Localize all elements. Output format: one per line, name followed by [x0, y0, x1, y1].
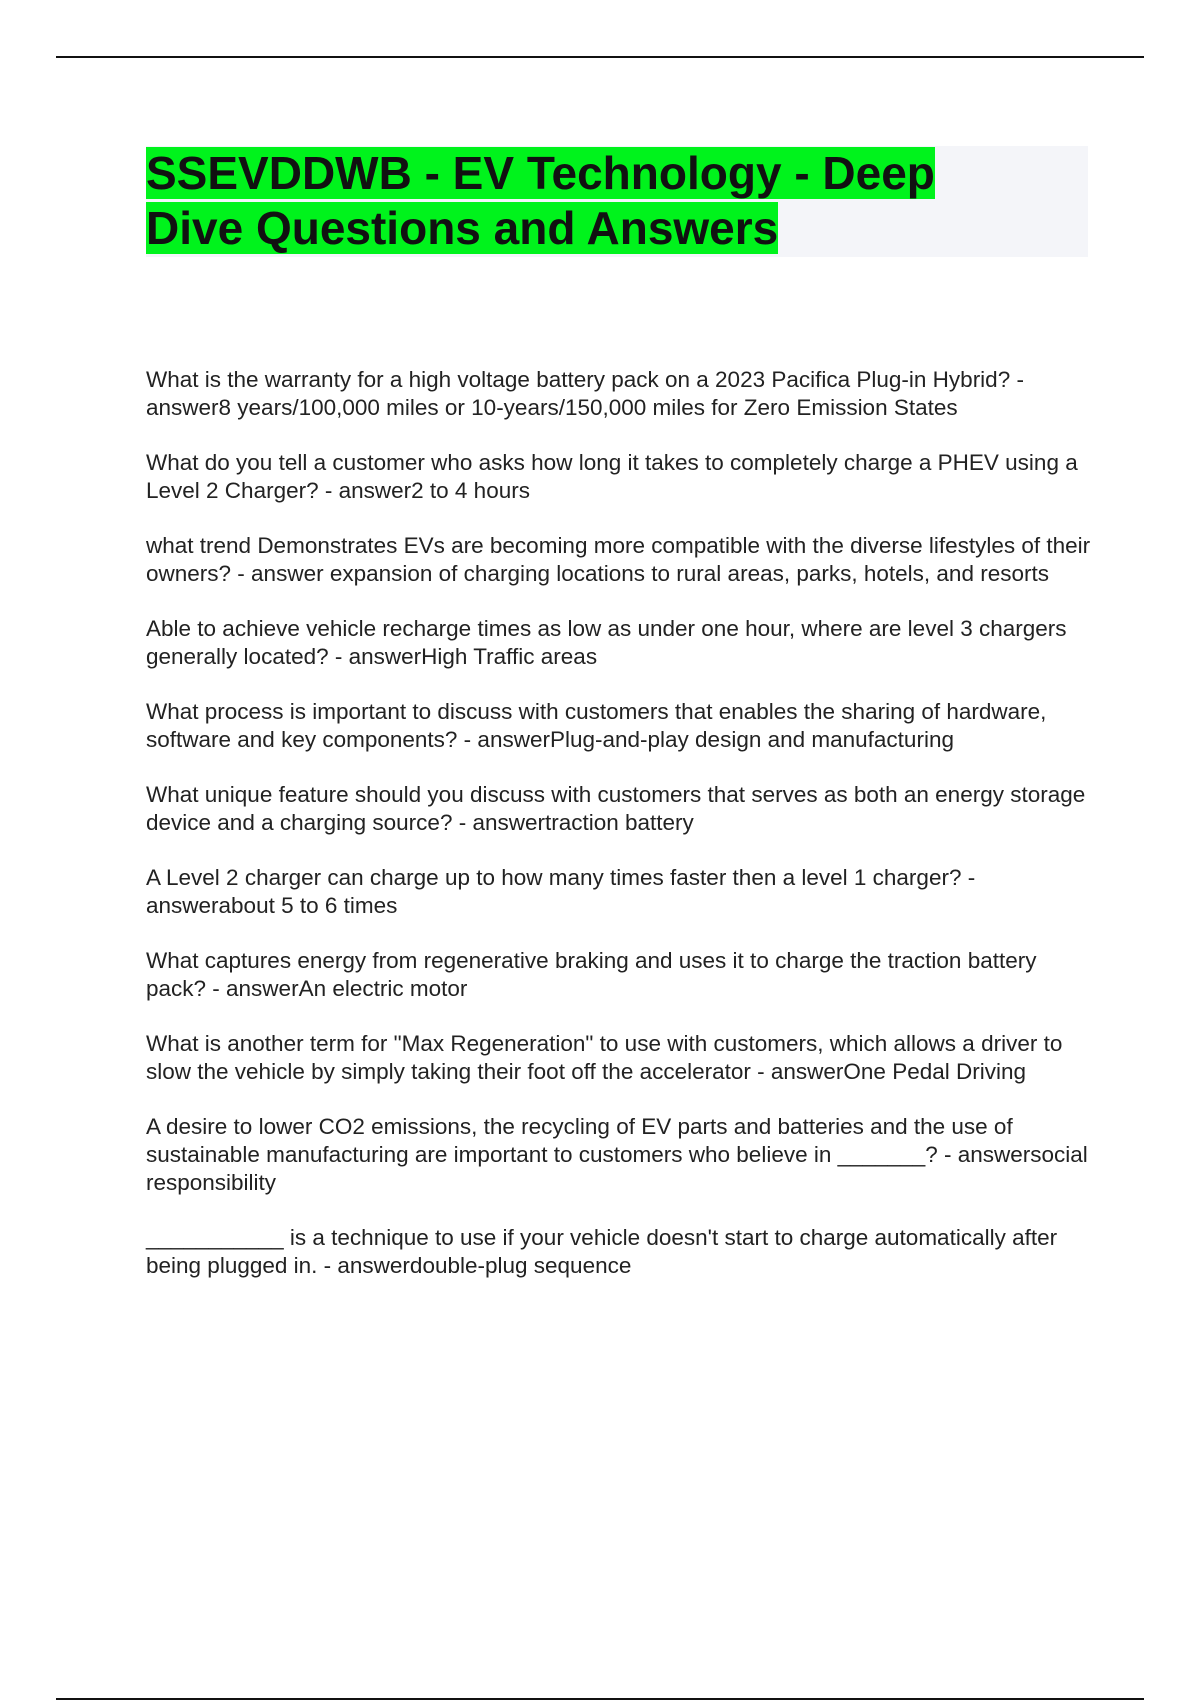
document-title: [146, 146, 1006, 256]
qa-item: ___________ is a technique to use if your vehicle doesn't start to charge automatically after being plugged in. - answerdouble-plug sequence: [146, 1225, 1058, 1278]
qa-item: What unique feature should you discuss with customers that serves as both an energy storage device and a charging source? - answertraction battery: [146, 782, 1086, 835]
qa-item: A Level 2 charger can charge up to how many times faster then a level 1 charger? - answerabout 5 to 6 times: [146, 865, 976, 918]
qa-item: What do you tell a customer who asks how long it takes to completely charge a PHEV using a Level 2 Charger? - answer2 to 4 hours: [146, 450, 1078, 503]
qa-item: What is the warranty for a high voltage battery pack on a 2023 Pacifica Plug-in Hybrid? - answer8 years/100,000 miles or 10-years/150,000 miles for Zero Emission States: [146, 367, 1024, 420]
qa-item: A desire to lower CO2 emissions, the recycling of EV parts and batteries and the use of sustainable manufacturing are important to customers who believe in _______? - answersocial responsibility: [146, 1114, 1088, 1195]
qa-item: What is another term for "Max Regeneration" to use with customers, which allows a driver to slow the vehicle by simply taking their foot off the accelerator - answerOne Pedal Driving: [146, 1031, 1063, 1084]
qa-list: [146, 366, 1091, 1307]
qa-item: What process is important to discuss with customers that enables the sharing of hardware, software and key components? - answerPlug-and-play design and manufacturing: [146, 699, 1047, 752]
title-highlight: SSEVDDWB - EV Technology - Deep Dive Questions and Answers: [146, 147, 935, 254]
qa-item: what trend Demonstrates EVs are becoming more compatible with the diverse lifestyles of their owners? - answer expansion of charging locations to rural areas, parks, hotels, and resorts: [146, 533, 1091, 586]
qa-item: Able to achieve vehicle recharge times as low as under one hour, where are level 3 chargers generally located? - answerHigh Traffic areas: [146, 616, 1067, 669]
top-divider: [56, 56, 1144, 58]
qa-item: What captures energy from regenerative braking and uses it to charge the traction battery pack? - answerAn electric motor: [146, 948, 1037, 1001]
